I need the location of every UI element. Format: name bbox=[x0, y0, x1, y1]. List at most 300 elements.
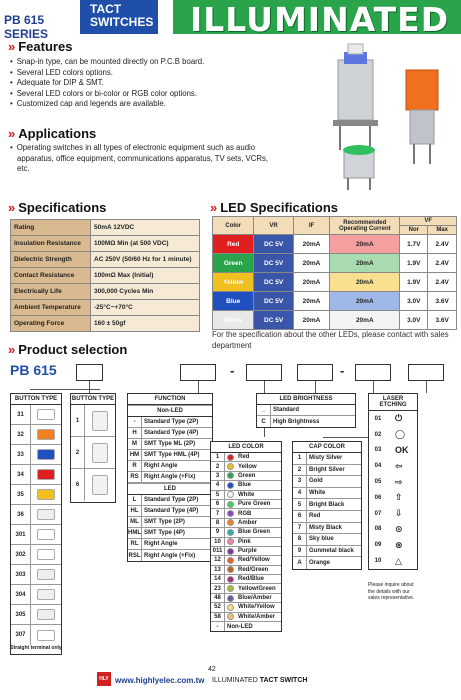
code-dash-1: - bbox=[230, 363, 235, 378]
footer-label: ILLUMINATED TACT SWITCH bbox=[212, 677, 308, 684]
button-type-code: 33 bbox=[11, 445, 31, 464]
button-type-code: 301 bbox=[11, 525, 31, 544]
button-type-code: 36 bbox=[11, 505, 31, 524]
category-line-1: TACT bbox=[90, 2, 122, 16]
option-code: 10 bbox=[211, 538, 225, 546]
led-color-option bbox=[211, 491, 281, 500]
option-label: Misty Silver bbox=[309, 455, 343, 462]
spec-row bbox=[11, 268, 200, 284]
code-dash-2: - bbox=[340, 363, 345, 378]
chevron-icon: » bbox=[8, 39, 16, 54]
button-type-option bbox=[11, 585, 61, 605]
button-type-code: 307 bbox=[11, 625, 31, 645]
option-label: Red/Green bbox=[238, 566, 269, 573]
function-option bbox=[128, 528, 212, 539]
led-color-swatch bbox=[227, 529, 234, 536]
option-label: SMT Type HML (4P) bbox=[144, 452, 200, 458]
features-list bbox=[10, 57, 310, 110]
button-type-option bbox=[11, 445, 61, 465]
function-option bbox=[128, 472, 212, 483]
model-code: PB 615 bbox=[10, 362, 57, 378]
button-type-option bbox=[11, 465, 61, 485]
led-color-swatch bbox=[227, 501, 234, 508]
button-cap-image bbox=[37, 549, 55, 560]
cap-color-option bbox=[293, 534, 361, 546]
laser-option bbox=[369, 443, 417, 459]
page-title: ILLUMINATED bbox=[190, 0, 450, 39]
option-code: 3 bbox=[293, 476, 307, 487]
led-color-option bbox=[211, 566, 281, 575]
option-label: Bright Black bbox=[309, 501, 345, 508]
button-type-option bbox=[11, 605, 61, 625]
button-type-b-title: BUTTON TYPE bbox=[71, 394, 115, 405]
laser-option bbox=[369, 506, 417, 522]
button-type-a-title: BUTTON TYPE bbox=[11, 394, 61, 405]
led-brightness-title: LED BRIGHTNESS bbox=[257, 394, 355, 405]
button-type-option bbox=[11, 625, 61, 645]
spec-key: Rating bbox=[11, 220, 91, 236]
function-option bbox=[128, 495, 212, 506]
option-code: 10 bbox=[374, 558, 382, 565]
option-label: SMT Type (2P) bbox=[144, 519, 185, 525]
led-color-swatch bbox=[227, 613, 234, 620]
button-type-code: 305 bbox=[11, 605, 31, 624]
led-color-option bbox=[211, 519, 281, 528]
led-color-swatch bbox=[227, 595, 234, 602]
button-type-option bbox=[71, 437, 115, 469]
led-color-cell: Blue bbox=[213, 292, 254, 311]
button-type-option bbox=[11, 565, 61, 585]
code-box-led-color bbox=[246, 364, 282, 381]
option-label: Standard Type (4P) bbox=[144, 430, 199, 436]
led-vr-cell: DC 5V bbox=[254, 273, 293, 292]
cap-color-option bbox=[293, 476, 361, 488]
led-header-color: Color bbox=[213, 217, 254, 235]
brightness-option bbox=[257, 416, 355, 427]
laser-symbol-icon: △ bbox=[395, 555, 402, 566]
button-type-option bbox=[11, 405, 61, 425]
laser-option bbox=[369, 490, 417, 506]
button-type-code: 31 bbox=[11, 405, 31, 424]
option-code: 8 bbox=[293, 534, 307, 545]
led-color-swatch bbox=[227, 519, 234, 526]
button-cap-image bbox=[37, 469, 55, 480]
option-code: 5 bbox=[293, 499, 307, 510]
led-color-swatch bbox=[227, 482, 234, 489]
led-color-option bbox=[211, 500, 281, 509]
option-code: 12 bbox=[211, 556, 225, 564]
led-header-vr: VR bbox=[254, 217, 293, 235]
option-code: 8 bbox=[211, 519, 225, 527]
option-code: 7 bbox=[293, 523, 307, 534]
feature-item: • Several LED colors or bi-color or RGB color options. bbox=[10, 89, 310, 100]
led-color-option bbox=[211, 584, 281, 593]
option-label: Pure Green bbox=[238, 501, 271, 508]
button-cap-image bbox=[37, 429, 55, 440]
button-type-list-a bbox=[10, 393, 62, 655]
button-type-option bbox=[11, 485, 61, 505]
spec-value: 100MΩ Min (at 500 VDC) bbox=[91, 236, 200, 252]
spec-row bbox=[11, 300, 200, 316]
led-vr-cell: DC 5V bbox=[254, 254, 293, 273]
led-nor-cell: 3.0V bbox=[400, 292, 428, 311]
button-type-code: 302 bbox=[11, 545, 31, 564]
led-color-option bbox=[211, 594, 281, 603]
category-line-2: SWITCHES bbox=[90, 15, 154, 29]
laser-symbol-icon: OK bbox=[395, 445, 409, 456]
option-label: Red bbox=[238, 454, 250, 461]
option-label: Green bbox=[238, 472, 256, 479]
option-label: Right Angle (+Fix) bbox=[144, 474, 196, 480]
led-color-option bbox=[211, 613, 281, 622]
option-code: 07 bbox=[374, 510, 382, 517]
led-color-swatch bbox=[227, 548, 234, 555]
laser-option bbox=[369, 411, 417, 427]
led-header-vf: VF bbox=[400, 217, 457, 226]
option-code: 2 bbox=[211, 462, 225, 470]
button-cap-image bbox=[37, 409, 55, 420]
button-cap-image bbox=[92, 443, 108, 463]
function-title: FUNCTION bbox=[128, 394, 212, 405]
led-nor-cell: 1.7V bbox=[400, 235, 428, 254]
laser-option bbox=[369, 458, 417, 474]
button-type-option bbox=[71, 405, 115, 437]
button-type-option bbox=[11, 425, 61, 445]
option-label: Non-LED bbox=[227, 623, 253, 630]
option-code: 5 bbox=[211, 491, 225, 499]
led-vr-cell: DC 5V bbox=[254, 235, 293, 254]
option-code: H bbox=[128, 428, 142, 438]
led-max-cell: 2.4V bbox=[428, 235, 457, 254]
option-code: ML bbox=[128, 517, 142, 527]
led-color-option bbox=[211, 462, 281, 471]
option-label: Orange bbox=[309, 560, 331, 567]
laser-symbol-icon: ⇨ bbox=[395, 476, 403, 487]
led-color-swatch bbox=[227, 510, 234, 517]
website-link[interactable]: www.highlyelec.com.tw bbox=[115, 676, 205, 685]
brightness-option bbox=[257, 405, 355, 416]
option-code: 9 bbox=[293, 546, 307, 557]
spec-value: 100mΩ Max (Initial) bbox=[91, 268, 200, 284]
option-label: Bright Silver bbox=[309, 466, 345, 473]
spec-value: 300,000 Cycles Min bbox=[91, 284, 200, 300]
option-label: Yellow/Green bbox=[238, 585, 276, 592]
option-label: White bbox=[238, 491, 255, 498]
cap-color-option bbox=[293, 511, 361, 523]
button-type-list-b bbox=[70, 393, 116, 503]
option-code: 04 bbox=[374, 463, 382, 470]
option-code: L bbox=[128, 495, 142, 505]
laser-symbol-icon: ⇩ bbox=[395, 508, 403, 519]
led-current-cell: 20mA bbox=[330, 273, 400, 292]
option-code: 52 bbox=[211, 603, 225, 611]
led-color-option bbox=[211, 556, 281, 565]
option-label: Standard Type (2P) bbox=[144, 497, 199, 503]
option-label: Right Angle (+Fix) bbox=[144, 552, 196, 559]
led-brightness-list bbox=[256, 393, 356, 428]
option-label: Red bbox=[309, 513, 321, 520]
option-code: 01 bbox=[374, 415, 382, 422]
laser-etching-list bbox=[368, 393, 418, 570]
option-code: 23 bbox=[211, 584, 225, 592]
button-type-code: 35 bbox=[11, 485, 31, 504]
option-code: 14 bbox=[211, 575, 225, 583]
button-type-code: 6 bbox=[71, 469, 85, 501]
feature-item: • Adequate for DIP & SMT. bbox=[10, 78, 310, 89]
laser-option bbox=[369, 474, 417, 490]
button-type-code: 1 bbox=[71, 405, 85, 436]
button-type-option bbox=[11, 505, 61, 525]
led-max-cell: 2.4V bbox=[428, 273, 457, 292]
option-code: 6 bbox=[211, 500, 225, 508]
option-code: - bbox=[128, 417, 142, 427]
option-code: C bbox=[257, 416, 271, 427]
led-color-swatch bbox=[227, 557, 234, 564]
option-label: SMT Type (4P) bbox=[144, 530, 185, 536]
laser-symbol-icon: ⇦ bbox=[395, 460, 403, 471]
option-label: Gold bbox=[309, 478, 323, 485]
code-box-laser bbox=[408, 364, 444, 381]
cap-color-title: CAP COLOR bbox=[293, 442, 361, 453]
led-current-cell: 20mA bbox=[330, 311, 400, 330]
option-code: 7 bbox=[211, 509, 225, 517]
button-type-option bbox=[11, 525, 61, 545]
laser-option bbox=[369, 553, 417, 569]
button-type-option bbox=[11, 545, 61, 565]
option-code: A bbox=[293, 557, 307, 569]
option-code: - bbox=[211, 622, 225, 631]
led-nor-cell: 1.9V bbox=[400, 254, 428, 273]
option-code: 4 bbox=[211, 481, 225, 489]
option-label: Blue bbox=[238, 482, 252, 489]
led-vr-cell: DC 5V bbox=[254, 311, 293, 330]
option-code: R bbox=[128, 461, 142, 471]
led-if-cell: 20mA bbox=[293, 254, 330, 273]
laser-etching-title: LASER ETCHING bbox=[369, 394, 417, 411]
option-code: 1 bbox=[293, 453, 307, 464]
option-label: Purple bbox=[238, 548, 257, 555]
led-color-option bbox=[211, 481, 281, 490]
led-current-cell: 20mA bbox=[330, 235, 400, 254]
function-option bbox=[128, 461, 212, 472]
category-label bbox=[80, 0, 158, 34]
led-header-recommended: Recommended Operating Current bbox=[330, 217, 400, 235]
button-cap-image bbox=[37, 609, 55, 620]
spec-row bbox=[11, 284, 200, 300]
led-specifications-table bbox=[212, 216, 457, 330]
option-code: RS bbox=[128, 472, 142, 482]
option-label: Blue Green bbox=[238, 529, 271, 536]
button-type-code: 34 bbox=[11, 465, 31, 484]
led-color-option bbox=[211, 538, 281, 547]
spec-value: -25°C~+70°C bbox=[91, 300, 200, 316]
laser-symbol-icon: ⊗ bbox=[395, 539, 403, 550]
option-label: Standard Type (4P) bbox=[144, 508, 199, 514]
led-current-cell: 20mA bbox=[330, 254, 400, 273]
function-option bbox=[128, 428, 212, 439]
led-if-cell: 20mA bbox=[293, 273, 330, 292]
button-cap-image bbox=[92, 411, 108, 431]
option-label: SMT Type ML (2P) bbox=[144, 441, 196, 447]
laser-symbol-icon: ⇧ bbox=[395, 492, 403, 503]
code-box-function bbox=[180, 364, 216, 381]
led-current-cell: 20mA bbox=[330, 292, 400, 311]
option-label: High Brightness bbox=[273, 418, 320, 425]
led-color-swatch bbox=[227, 463, 234, 470]
code-box-button-type bbox=[76, 364, 103, 381]
led-color-cell: Yellow bbox=[213, 273, 254, 292]
option-label: Red/Blue bbox=[238, 576, 265, 583]
led-nor-cell: 3.0V bbox=[400, 311, 428, 330]
cap-color-list bbox=[292, 441, 362, 570]
led-color-cell: Green bbox=[213, 254, 254, 273]
led-row bbox=[213, 273, 457, 292]
button-cap-image bbox=[92, 475, 108, 495]
spec-key: Electrically Life bbox=[11, 284, 91, 300]
code-box-cap-color bbox=[355, 364, 391, 381]
laser-symbol-icon: ◯ bbox=[395, 429, 406, 440]
applications-text: • Operating switches in all types of electronic equipment such as audio apparatus, office equipment, communications apparatus, TV sets, VCRs, etc. bbox=[10, 143, 320, 175]
chevron-icon: » bbox=[210, 200, 218, 215]
cap-color-option bbox=[293, 523, 361, 535]
laser-note: Please inquire about the details with our sales representative. bbox=[368, 582, 415, 601]
option-label: Right Angle bbox=[144, 463, 178, 469]
led-color-option bbox=[211, 603, 281, 612]
led-color-list bbox=[210, 441, 282, 632]
option-label: Sky blue bbox=[309, 536, 334, 543]
laser-option bbox=[369, 522, 417, 538]
feature-item: • Customized cap and legends are available. bbox=[10, 99, 310, 110]
option-label: Amber bbox=[238, 519, 258, 526]
spec-key: Dielectric Strength bbox=[11, 252, 91, 268]
button-type-code: 2 bbox=[71, 437, 85, 468]
led-color-option bbox=[211, 453, 281, 462]
button-type-code: 32 bbox=[11, 425, 31, 444]
page-header bbox=[0, 0, 461, 41]
option-code: RSL bbox=[128, 550, 142, 561]
led-if-cell: 20mA bbox=[293, 292, 330, 311]
led-row bbox=[213, 254, 457, 273]
function-option bbox=[128, 506, 212, 517]
option-code: 13 bbox=[211, 566, 225, 574]
led-color-swatch bbox=[227, 604, 234, 611]
led-color-swatch bbox=[227, 454, 234, 461]
function-option bbox=[128, 539, 212, 550]
led-color-option bbox=[211, 528, 281, 537]
led-color-swatch bbox=[227, 585, 234, 592]
led-color-swatch bbox=[227, 576, 234, 583]
function-option bbox=[128, 550, 212, 561]
page-number: 42 bbox=[208, 666, 216, 673]
option-code: 3 bbox=[211, 472, 225, 480]
option-code: 58 bbox=[211, 613, 225, 621]
feature-item: • Several LED colors options. bbox=[10, 68, 310, 79]
function-option bbox=[128, 450, 212, 461]
led-color-cell: Red bbox=[213, 235, 254, 254]
button-cap-image bbox=[37, 630, 55, 641]
option-code: HM bbox=[128, 450, 142, 460]
led-nor-cell: 1.9V bbox=[400, 273, 428, 292]
led-color-option bbox=[211, 622, 281, 631]
option-code: 6 bbox=[293, 511, 307, 522]
laser-option bbox=[369, 427, 417, 443]
laser-symbol-icon: ⏻ bbox=[395, 413, 403, 424]
option-code: _ bbox=[257, 405, 271, 415]
chevron-icon: » bbox=[8, 342, 16, 357]
option-code: 05 bbox=[374, 479, 382, 486]
led-header-if: IF bbox=[293, 217, 330, 235]
option-label: Misty Black bbox=[309, 524, 343, 531]
led-color-cell: White bbox=[213, 311, 254, 330]
option-code: 4 bbox=[293, 488, 307, 499]
option-code: 011 bbox=[211, 547, 225, 555]
option-code: 1 bbox=[211, 453, 225, 461]
led-color-option bbox=[211, 547, 281, 556]
led-max-cell: 2.4V bbox=[428, 254, 457, 273]
led-if-cell: 20mA bbox=[293, 235, 330, 254]
led-color-option bbox=[211, 472, 281, 481]
led-specifications-heading: » LED Specifications bbox=[210, 200, 338, 215]
option-label: RGB bbox=[238, 510, 252, 517]
option-code: 08 bbox=[374, 526, 382, 533]
option-label: Blue/Amber bbox=[238, 595, 272, 602]
spec-value: 50mA 12VDC bbox=[91, 220, 200, 236]
button-type-option bbox=[71, 469, 115, 501]
laser-symbol-icon: ⊙ bbox=[395, 523, 403, 534]
chevron-icon: » bbox=[8, 200, 16, 215]
option-label: White/Yellow bbox=[238, 604, 275, 611]
button-cap-image bbox=[37, 529, 55, 540]
function-option bbox=[128, 417, 212, 428]
brand-logo: HLY bbox=[97, 672, 111, 686]
option-code: RL bbox=[128, 539, 142, 549]
chevron-icon: » bbox=[8, 126, 16, 141]
spec-value: 160 ± 50gf bbox=[91, 316, 200, 332]
option-code: 09 bbox=[374, 542, 382, 549]
led-row bbox=[213, 235, 457, 254]
option-label: Gunmetal black bbox=[309, 548, 354, 555]
series-label: PB 615 SERIES bbox=[0, 7, 80, 34]
led-vr-cell: DC 5V bbox=[254, 292, 293, 311]
button-cap-image bbox=[37, 569, 55, 580]
button-type-code: 304 bbox=[11, 585, 31, 604]
option-label: Yellow bbox=[238, 463, 257, 470]
option-label: Pink bbox=[238, 538, 251, 545]
led-if-cell: 20mA bbox=[293, 311, 330, 330]
specifications-heading: » Specifications bbox=[8, 200, 107, 215]
option-code: 9 bbox=[211, 528, 225, 536]
led-color-option bbox=[211, 509, 281, 518]
spec-row bbox=[11, 252, 200, 268]
option-code: 48 bbox=[211, 594, 225, 602]
spec-key: Contact Resistance bbox=[11, 268, 91, 284]
led-color-swatch bbox=[227, 491, 234, 498]
led-color-option bbox=[211, 575, 281, 584]
led-header-nor: Nor bbox=[400, 226, 428, 235]
option-label: White bbox=[309, 490, 326, 497]
button-cap-image bbox=[37, 509, 55, 520]
cap-color-option bbox=[293, 557, 361, 569]
option-label: Right Angle bbox=[144, 541, 178, 547]
function-group-nonled: Non-LED bbox=[128, 405, 212, 417]
spec-row bbox=[11, 236, 200, 252]
option-label: Red/Yellow bbox=[238, 557, 270, 564]
option-code: 02 bbox=[374, 431, 382, 438]
function-group-led: LED bbox=[128, 483, 212, 495]
laser-option bbox=[369, 537, 417, 553]
option-code: 03 bbox=[374, 447, 382, 454]
led-max-cell: 3.6V bbox=[428, 311, 457, 330]
